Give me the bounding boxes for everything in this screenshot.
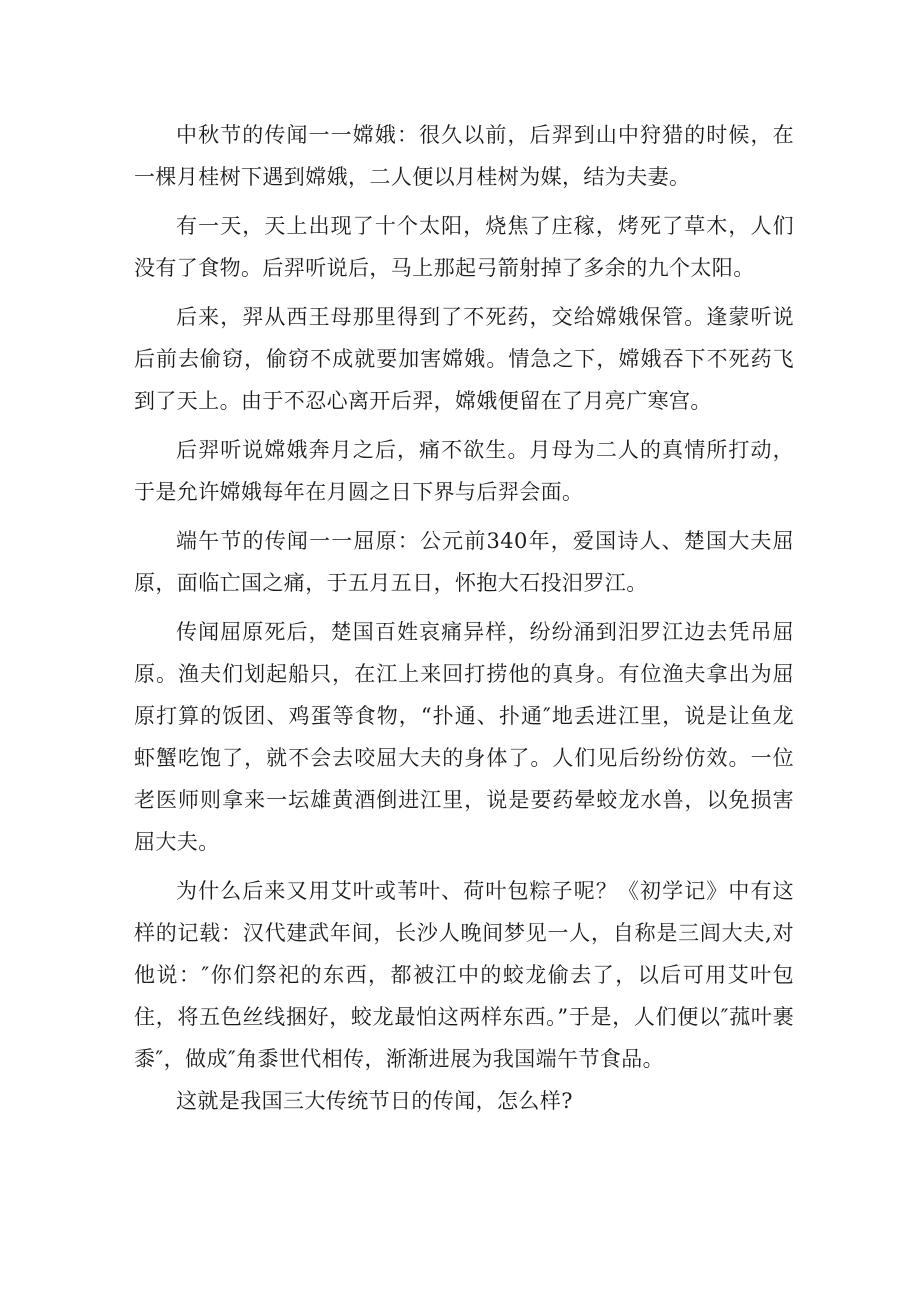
paragraph-mid-autumn-intro: 中秋节的传闻一一嫦娥：很久以前，后羿到山中狩猎的时候，在一棵月桂树下遇到嫦娥，二人便以月桂树为媒，结为夫妻。: [134, 123, 794, 189]
document-body: [134, 114, 794, 1122]
paragraph-ten-suns: 有一天，天上出现了十个太阳，烧焦了庄稼，烤死了草木，人们没有了食物。后羿听说后，马上那起弓箭射掉了多余的九个太阳。: [134, 214, 794, 280]
paragraph-zongzi-origin: 为什么后来又用艾叶或苇叶、荷叶包粽子呢？《初学记》中有这样的记载：汉代建武年间，长沙人晚间梦见一人，自称是三闾大夫,对他说：″你们祭祀的东西，都被江中的蛟龙偷去了，以后可用艾叶包住，将五色丝线捆好，蛟龙最怕这两样东西。”于是，人们便以″菰叶裹黍″，做成″角黍世代相传，渐渐进展为我国端午节食品。: [134, 879, 794, 1071]
paragraph-reunion: 后羿听说嫦娥奔月之后，痛不欲生。月母为二人的真情所打动，于是允许嫦娥每年在月圆之日下界与后羿会面。: [134, 438, 794, 504]
paragraph-conclusion: 这就是我国三大传统节日的传闻，怎么样?: [176, 1089, 573, 1113]
paragraph-fishermen: 传闻屈原死后，楚国百姓哀痛异样，纷纷涌到汨罗江边去凭吊屈原。渔夫们划起船只，在江上来回打捞他的真身。有位渔夫拿出为屈原打算的饭团、鸡蛋等食物，“扑通、扑通″地丢进江里，说是让鱼龙虾蟹吃饱了，就不会去咬屈大夫的身体了。人们见后纷纷仿效。一位老医师则拿来一坛雄黄酒倒进江里，说是要药晕蛟龙水兽，以免损害屈大夫。: [134, 620, 794, 854]
paragraph-elixir: 后来，羿从西王母那里得到了不死药，交给嫦娥保管。逢蒙听说后前去偷窃，偷窃不成就要加害嫦娥。情急之下，嫦娥吞下不死药飞到了天上。由于不忍心离开后羿，嫦娥便留在了月亮广寒宫。: [134, 305, 794, 413]
paragraph-dragon-boat-intro: 端午节的传闻一一屈原：公元前340年，爱国诗人、楚国大夫屈原，面临亡国之痛，于五月五日，怀抱大石投汨罗江。: [134, 529, 794, 595]
